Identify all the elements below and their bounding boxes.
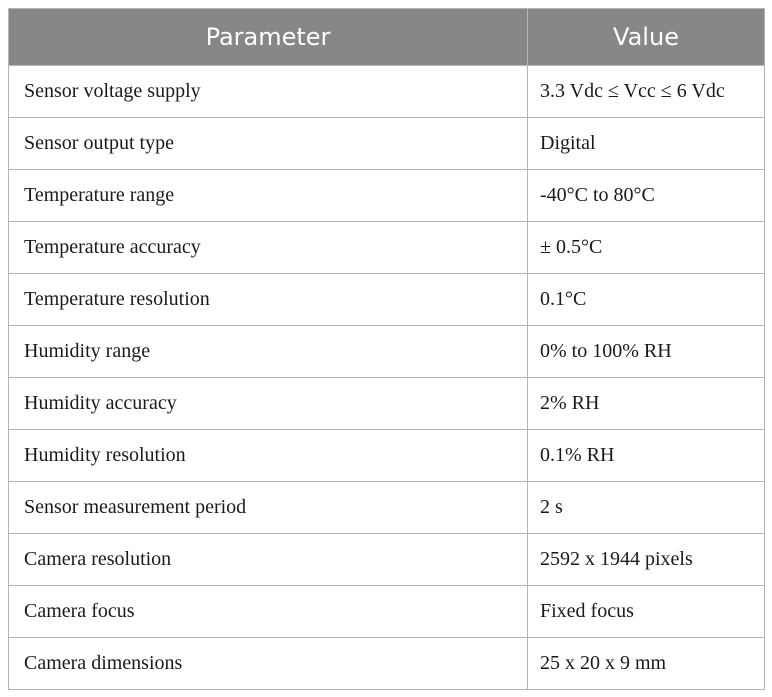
table-body xyxy=(9,66,765,690)
parameter-cell: Humidity resolution xyxy=(9,430,528,482)
parameter-cell: Sensor voltage supply xyxy=(9,66,528,118)
table-header xyxy=(9,9,765,66)
value-cell: ± 0.5°C xyxy=(528,222,765,274)
value-cell: -40°C to 80°C xyxy=(528,170,765,222)
parameter-cell: Temperature accuracy xyxy=(9,222,528,274)
parameter-cell: Temperature resolution xyxy=(9,274,528,326)
value-cell: Digital xyxy=(528,118,765,170)
parameter-cell: Camera resolution xyxy=(9,534,528,586)
table-row xyxy=(9,586,765,638)
spec-table-container xyxy=(8,8,764,690)
table-row xyxy=(9,326,765,378)
parameter-cell: Camera focus xyxy=(9,586,528,638)
column-header-value: Value xyxy=(528,9,765,66)
table-row xyxy=(9,534,765,586)
table-row xyxy=(9,378,765,430)
table-row xyxy=(9,66,765,118)
value-cell: 2 s xyxy=(528,482,765,534)
header-row xyxy=(9,9,765,66)
table-row xyxy=(9,118,765,170)
parameter-cell: Humidity accuracy xyxy=(9,378,528,430)
value-cell: 25 x 20 x 9 mm xyxy=(528,638,765,690)
value-cell: 0.1% RH xyxy=(528,430,765,482)
parameter-cell: Sensor measurement period xyxy=(9,482,528,534)
column-header-parameter: Parameter xyxy=(9,9,528,66)
spec-table xyxy=(8,8,765,690)
parameter-cell: Camera dimensions xyxy=(9,638,528,690)
table-row xyxy=(9,482,765,534)
value-cell: 0.1°C xyxy=(528,274,765,326)
table-row xyxy=(9,222,765,274)
table-row xyxy=(9,170,765,222)
value-cell: Fixed focus xyxy=(528,586,765,638)
value-cell: 3.3 Vdc ≤ Vcc ≤ 6 Vdc xyxy=(528,66,765,118)
value-cell: 2592 x 1944 pixels xyxy=(528,534,765,586)
parameter-cell: Sensor output type xyxy=(9,118,528,170)
table-row xyxy=(9,430,765,482)
parameter-cell: Temperature range xyxy=(9,170,528,222)
table-row xyxy=(9,274,765,326)
parameter-cell: Humidity range xyxy=(9,326,528,378)
value-cell: 0% to 100% RH xyxy=(528,326,765,378)
table-row xyxy=(9,638,765,690)
value-cell: 2% RH xyxy=(528,378,765,430)
